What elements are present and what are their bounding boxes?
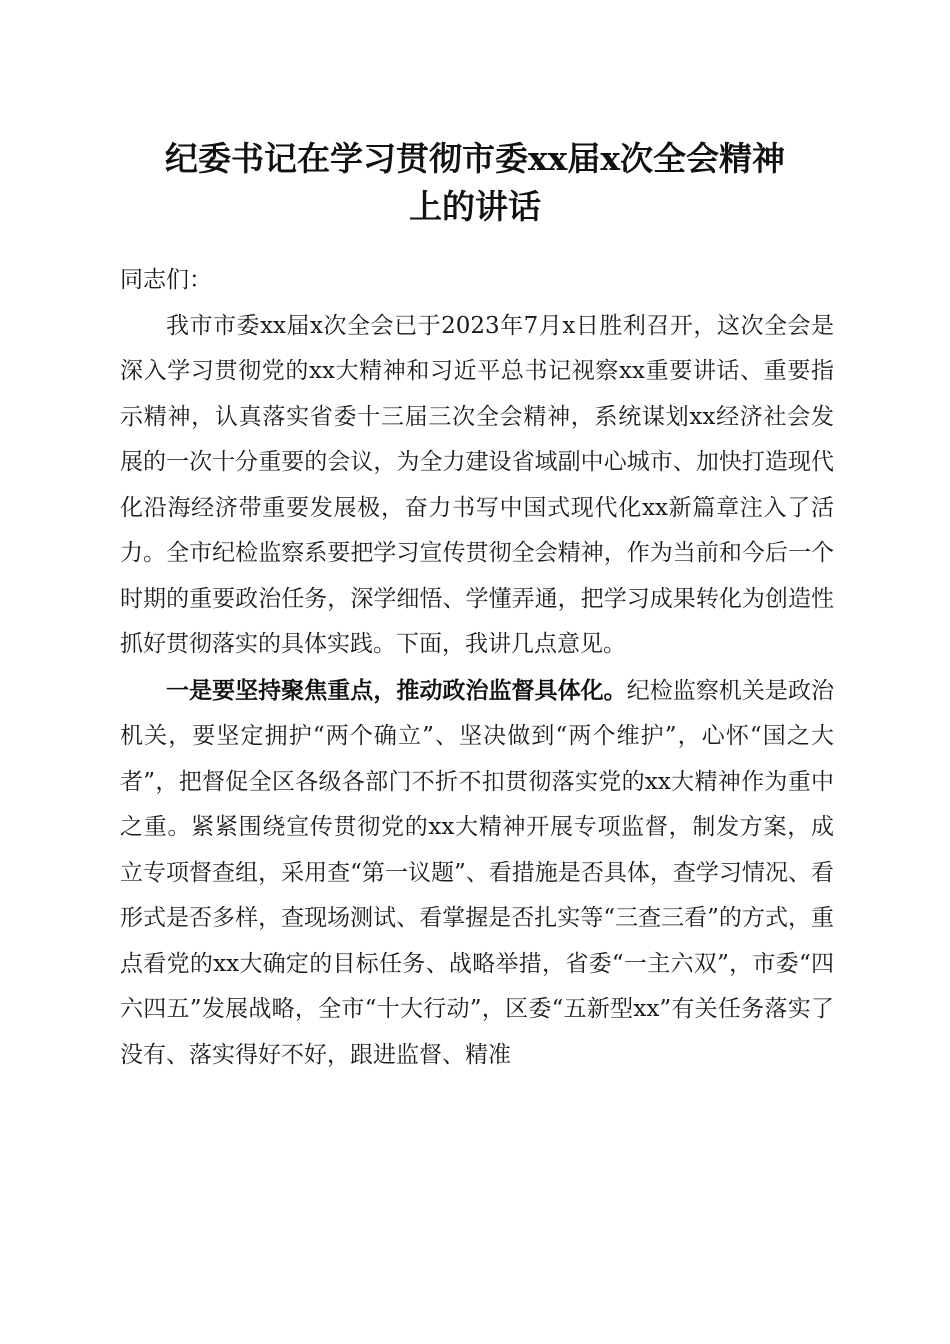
paragraph-point-one-lead: 一是要坚持聚焦重点，推动政治监督具体化。 xyxy=(166,676,627,704)
paragraph-point-one xyxy=(120,668,834,1079)
title-line-2: 上的讲话 xyxy=(409,187,541,226)
paragraph-intro: 我市市委xx届x次全会已于2023年7月x日胜利召开，这次全会是深入学习贯彻党的xx大精神和习近平总书记视察xx重要讲话、重要指示精神，认真落实省委十三届三次全会精神，系统谋划xx经济社会发展的一次十分重要的会议，为全力建设省域副中心城市、加快打造现代化沿海经济带重要发展极，奋力书写中国式现代化xx新篇章注入了活力。全市纪检监察系要把学习宣传贯彻全会精神，作为当前和今后一个时期的重要政治任务，深学细悟、学懂弄通，把学习成果转化为创造性抓好贯彻落实的具体实践。下面，我讲几点意见。 xyxy=(120,312,834,657)
salutation: 同志们： xyxy=(120,267,212,293)
paragraph-point-one-body: 纪检监察机关是政治机关，要坚定拥护“两个确立”、坚决做到“两个维护”，心怀“国之大者”，把督促全区各级各部门不折不扣贯彻落实党的xx大精神作为重中之重。紧紧围绕宣传贯彻党的xx大精神开展专项监督，制发方案，成立专项督查组，采用查“第一议题”、看措施是否具体，查学习情况、看形式是否多样，查现场测试、看掌握是否扎实等“三查三看”的方式，重点看党的xx大确定的目标任务、战略举措，省委“一主六双”，市委“四六四五”发展战略，全市“十大行动”，区委“五新型xx”有关任务落实了没有、落实得好不好，跟进监督、精准 xyxy=(120,677,835,1068)
document-body xyxy=(120,258,834,1078)
title-line-1: 纪委书记在学习贯彻市委xx届x次全会精神 xyxy=(164,139,786,178)
document-title xyxy=(100,135,850,231)
